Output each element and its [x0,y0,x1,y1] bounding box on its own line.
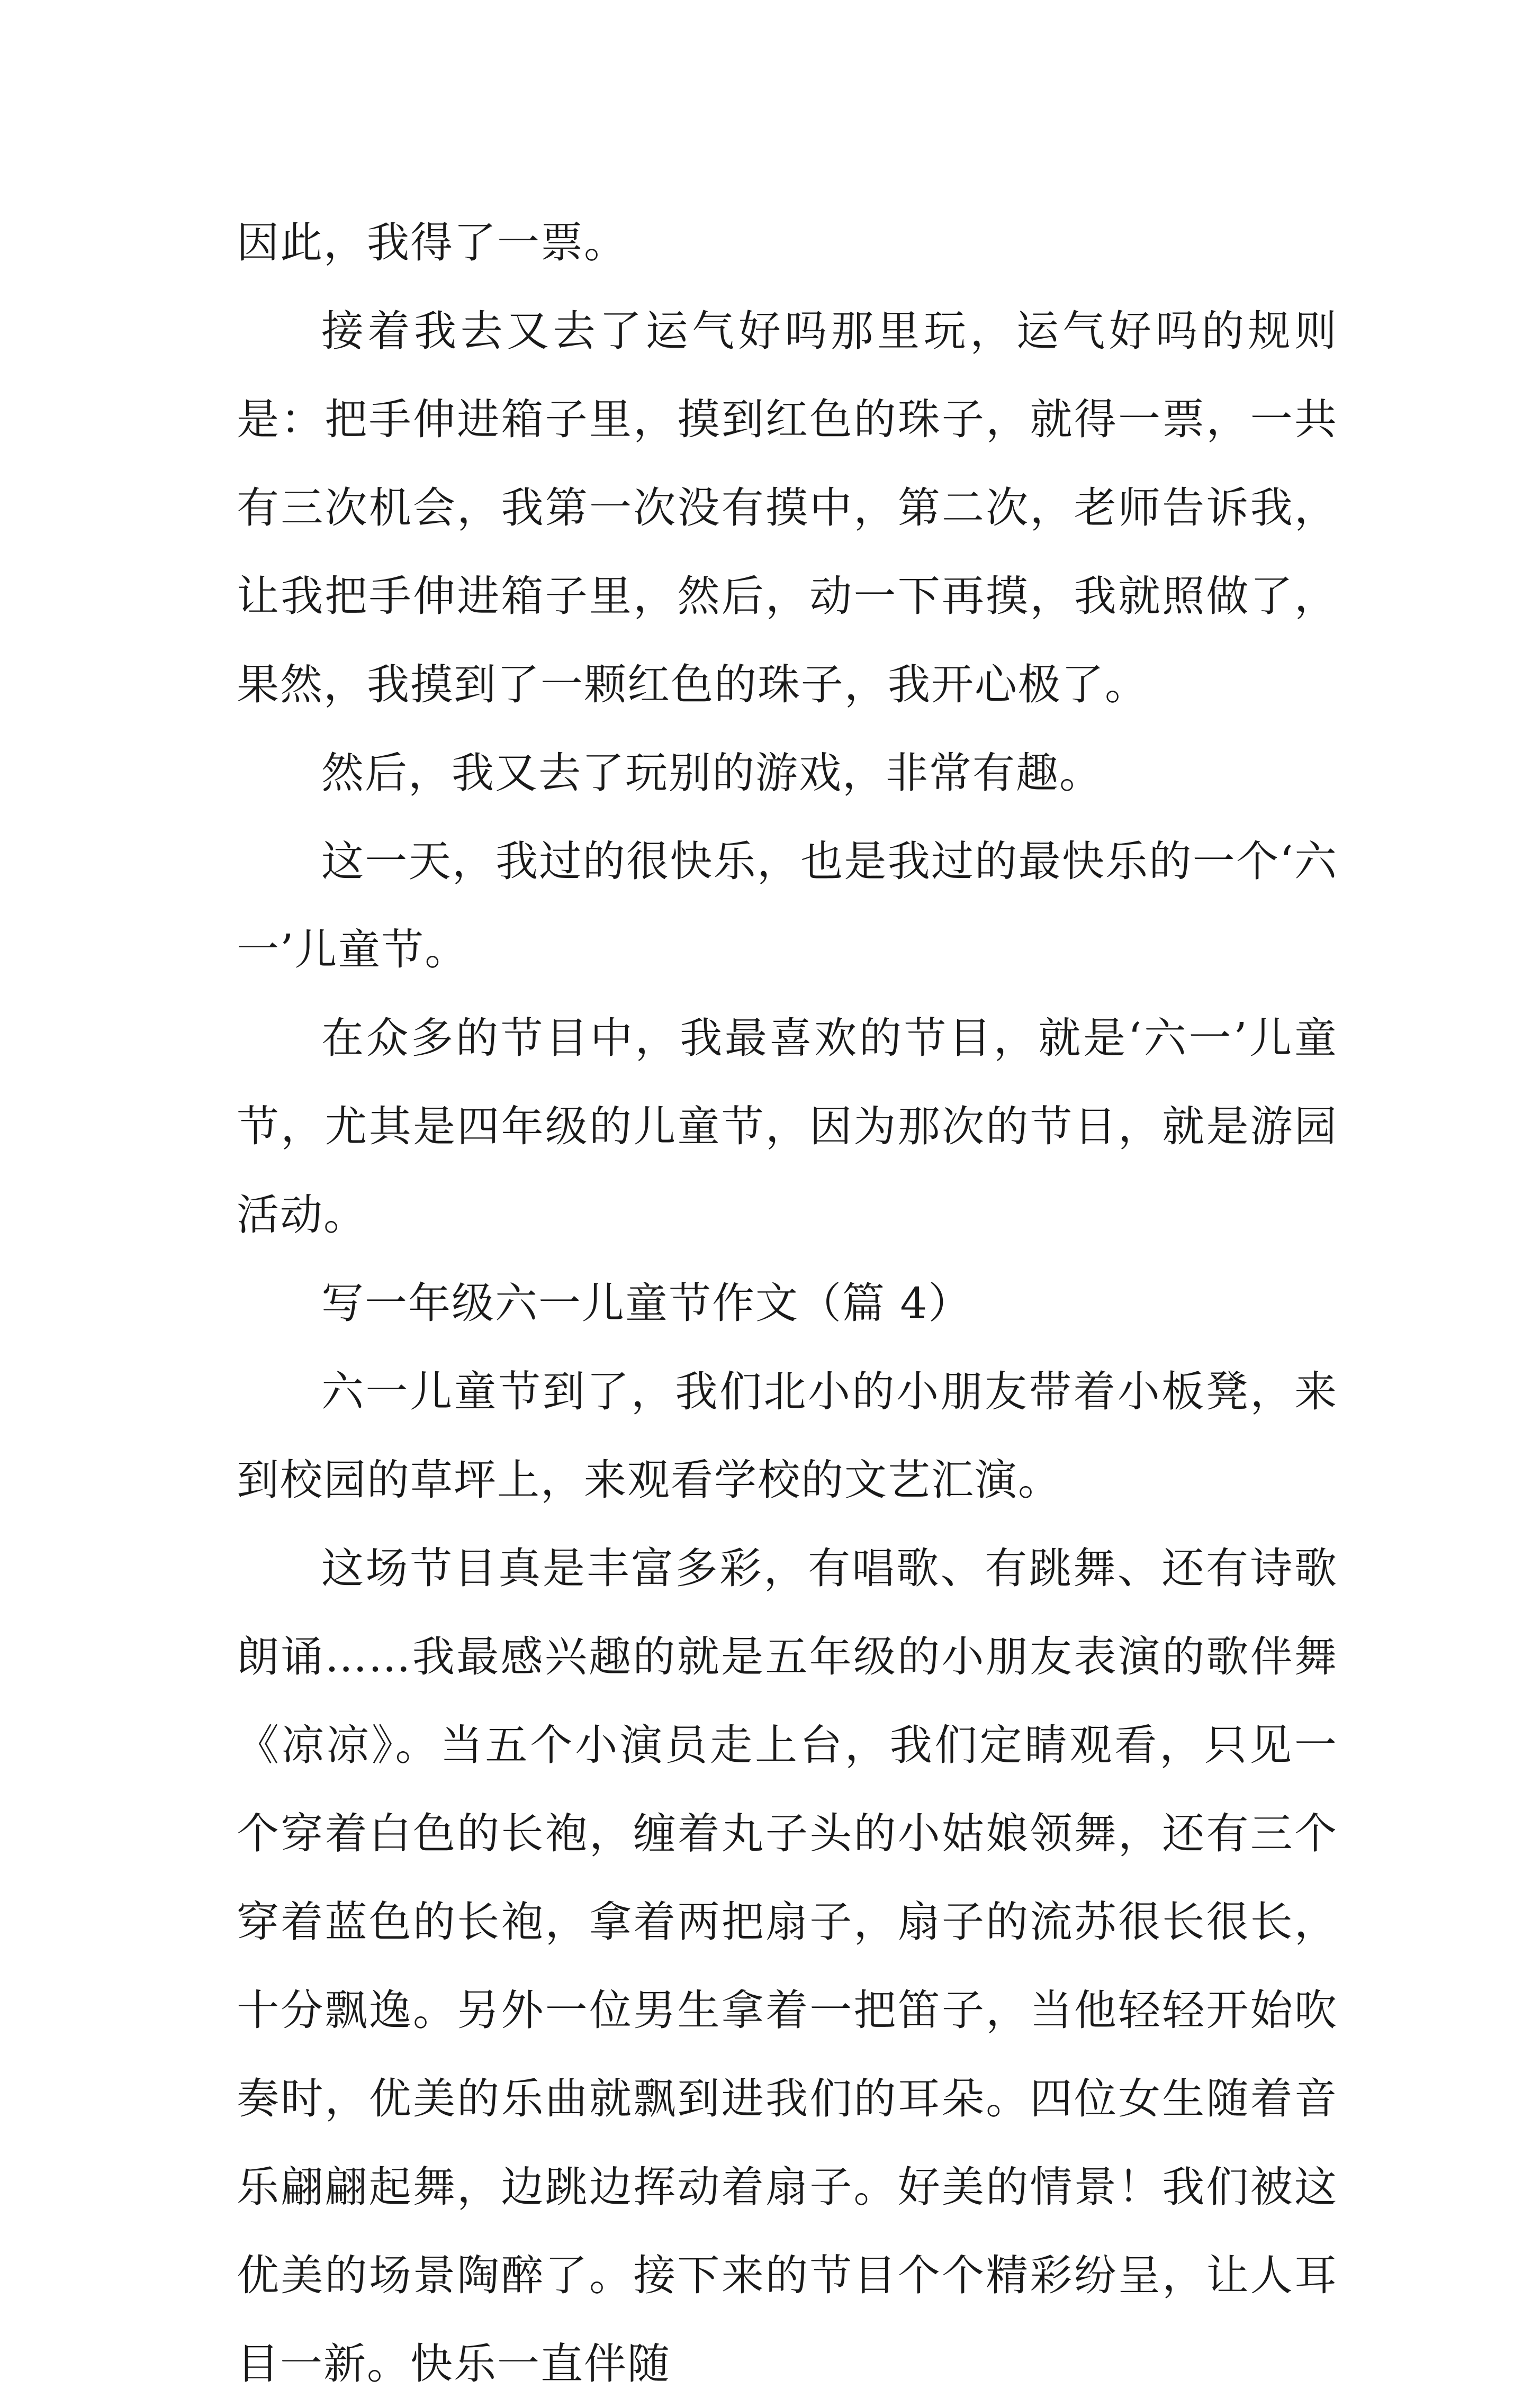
paragraph-7: 这场节目真是丰富多彩，有唱歌、有跳舞、还有诗歌朗诵……我最感兴趣的就是五年级的小朋友表演的歌伴舞《凉凉》。当五个小演员走上台，我们定睛观看，只见一个穿着白色的长袍，缠着丸子头的小姑娘领舞，还有三个穿着蓝色的长袍，拿着两把扇子，扇子的流苏很长很长，十分飘逸。另外一位男生拿着一把笛子，当他轻轻开始吹奏时，优美的乐曲就飘到进我们的耳朵。四位女生随着音乐翩翩起舞，边跳边挥动着扇子。好美的情景！我们被这优美的场景陶醉了。接下来的节目个个精彩纷呈，让人耳目一新。快乐一直伴随 [237,1544,1338,2388]
paragraph-3: 然后，我又去了玩别的游戏，非常有趣。 [321,748,1103,798]
paragraph-4: 这一天，我过的很快乐，也是我过的最快乐的一个‘六一’儿童节。 [237,837,1338,974]
paragraph-1: 因此，我得了一票。 [237,218,627,267]
paragraph-2: 接着我去又去了运气好吗那里玩，运气好吗的规则是：把手伸进箱子里，摸到红色的珠子，就得一票，一共有三次机会，我第一次没有摸中，第二次，老师告诉我，让我把手伸进箱子里，然后，动一下再摸，我就照做了，果然，我摸到了一颗红色的珠子，我开心极了。 [237,306,1338,709]
body-text [237,198,1338,2408]
paragraph-6: 六一儿童节到了，我们北小的小朋友带着小板凳，来到校园的草坪上，来观看学校的文艺汇演。 [237,1367,1338,1505]
paragraph-5: 在众多的节目中，我最喜欢的节目，就是‘六一’儿童节，尤其是四年级的儿童节，因为那次的节日，就是游园活动。 [237,1013,1338,1239]
section-heading: 写一年级六一儿童节作文（篇 4） [321,1279,972,1328]
